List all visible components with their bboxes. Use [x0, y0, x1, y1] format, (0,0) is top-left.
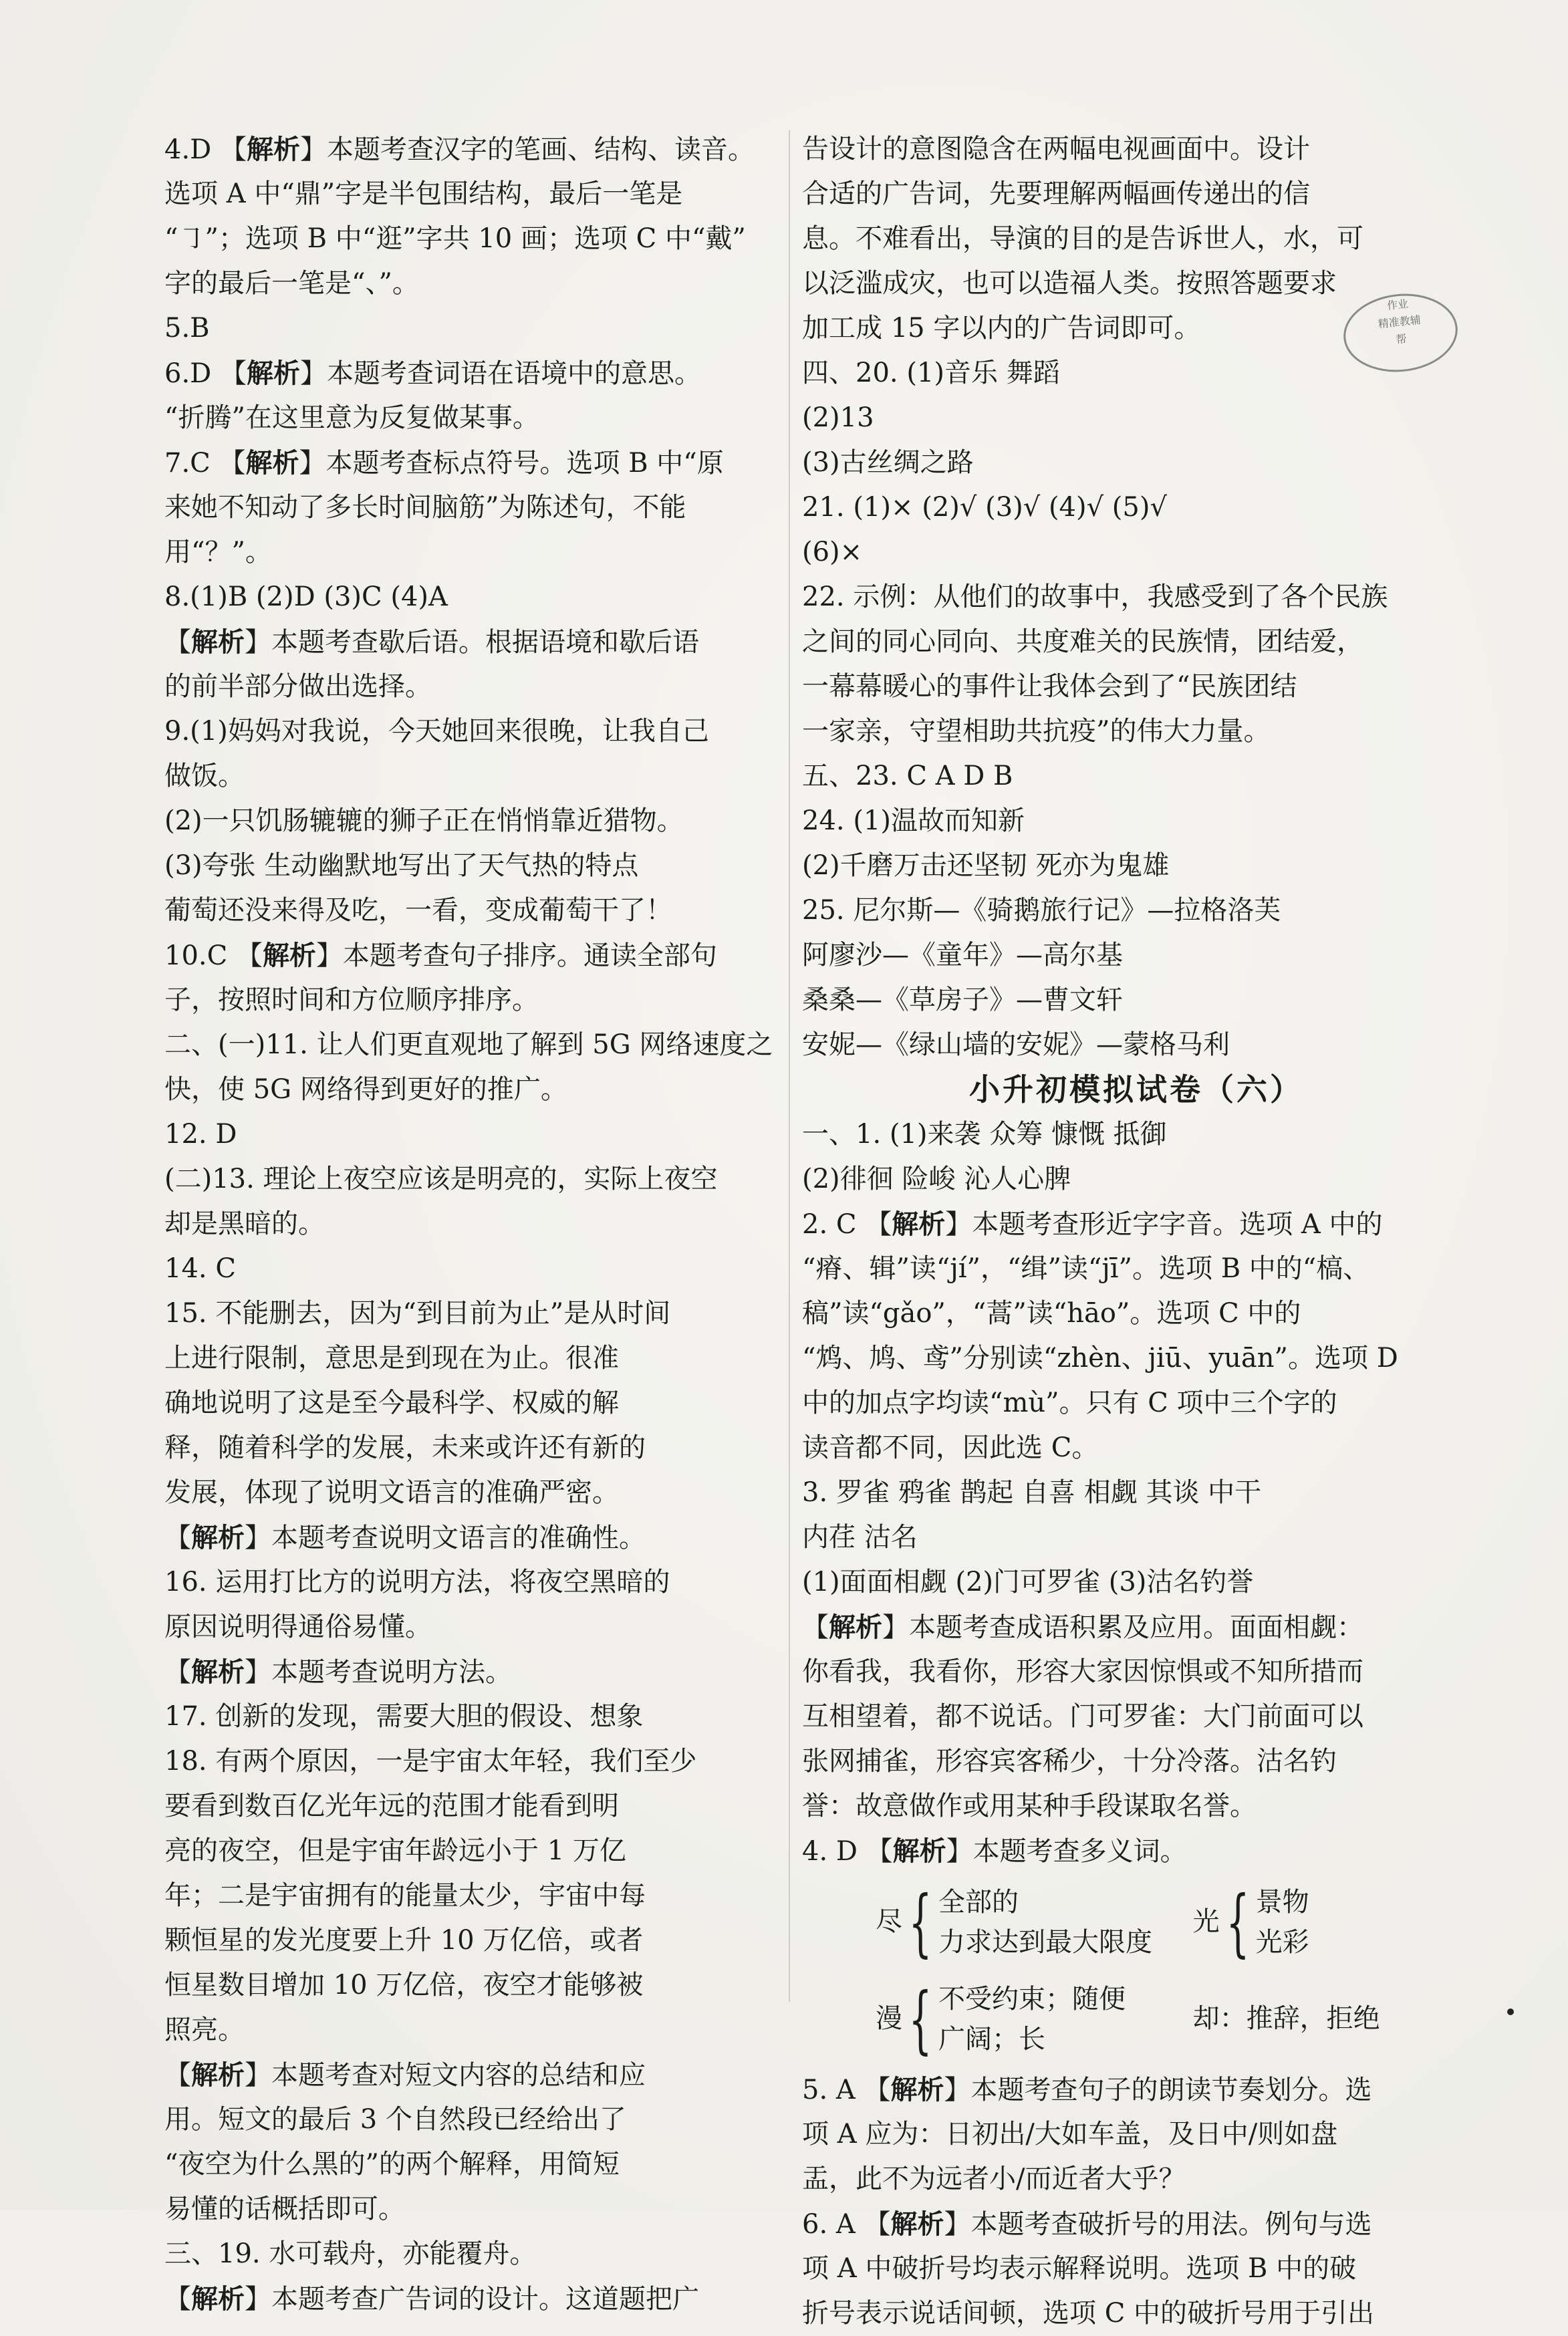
text-line: [164, 1560, 833, 1605]
line-text: 6.D 【: [164, 358, 247, 389]
line-text: 五、23. C A D B: [802, 761, 1013, 791]
analysis-label: 解析: [245, 447, 299, 479]
line-text: 三、19. 水可载舟，亦能覆舟。: [164, 2238, 537, 2269]
polysemy-char: 漫: [876, 2003, 902, 2034]
line-text: 21. (1)× (2)√ (3)√ (4)√ (5)√: [802, 492, 1167, 523]
line-text: 互相望着，都不说话。门可罗雀：大门前面可以: [802, 1701, 1363, 1732]
text-line: [164, 888, 833, 933]
meaning: 全部的: [938, 1886, 1019, 1918]
text-line: [802, 440, 1470, 485]
text-line: [802, 1560, 1470, 1605]
line-text: 读音都不同，因此选 C。: [802, 1432, 1099, 1463]
text-line: [802, 2202, 1470, 2246]
text-line: [164, 1963, 833, 2008]
text-line: [802, 888, 1470, 933]
line-text: “鸩、鸠、鸢”分别读“zhèn、jiū、yuān”。选项 D: [802, 1343, 1398, 1374]
line-text: 一家亲，守望相助共抗疫”的伟大力量。: [802, 716, 1271, 747]
brace-glyph: {: [908, 1976, 932, 2062]
line-text: 快，使 5G 网络得到更好的推广。: [164, 1074, 567, 1105]
polysemy-char: 尽: [876, 1906, 902, 1937]
line-text: 12. D: [164, 1119, 237, 1150]
text-line: [164, 620, 833, 664]
line-text: 【: [164, 1523, 191, 1553]
text-line: [802, 1784, 1470, 1829]
text-line: [164, 261, 833, 306]
line-text: 二、(一)11. 让人们更直观地了解到 5G 网络速度之: [164, 1029, 773, 1060]
line-text: 张网捕雀，形容宾客稀少，十分冷落。沽名钓: [802, 1746, 1337, 1777]
line-text: 合适的广告词，先要理解两幅画传递出的信: [802, 178, 1310, 209]
analysis-label: 解析: [829, 1611, 882, 1643]
polysemy-char: 光: [1192, 1906, 1220, 1937]
text-line: [164, 1784, 833, 1829]
line-text: 】本题考查说明文语言的准确性。: [245, 1523, 646, 1553]
meaning: 力求达到最大限度: [938, 1926, 1152, 1958]
line-text: 项 A 应为：日初出/大如车盖，及日中/则如盘: [802, 2119, 1338, 2150]
line-text: 】本题考查汉字的笔画、结构、读音。: [299, 134, 755, 165]
line-text: 安妮—《绿山墙的安妮》—蒙格马利: [802, 1029, 1230, 1060]
line-text: (2)13: [802, 402, 874, 433]
text-line: [164, 1829, 833, 1873]
text-line: [802, 933, 1470, 978]
text-line: [164, 1381, 833, 1426]
line-text: 22. 示例：从他们的故事中，我感受到了各个民族: [802, 581, 1388, 612]
line-text: “折腾”在这里意为反复做某事。: [164, 402, 539, 433]
line-text: 原因说明得通俗易懂。: [164, 1611, 432, 1642]
text-line: [164, 2142, 833, 2187]
text-line: [164, 440, 833, 485]
line-text: 以泛滥成灾，也可以造福人类。按照答题要求: [802, 268, 1337, 299]
right-column: [802, 127, 1470, 2336]
line-text: 中的加点字均读“mù”。只有 C 项中三个字的: [802, 1388, 1337, 1418]
analysis-label: 解析: [890, 2208, 944, 2240]
line-text: 【: [164, 2284, 191, 2315]
analysis-label: 解析: [191, 1656, 245, 1688]
line-text: 加工成 15 字以内的广告词即可。: [802, 313, 1201, 344]
text-line: [164, 1515, 833, 1560]
polysemy-row: [802, 1873, 1470, 1970]
meaning: 景物: [1255, 1886, 1309, 1918]
text-line: [164, 1873, 833, 1918]
line-text: 亮的夜空，但是宇宙年龄远小于 1 万亿: [164, 1835, 626, 1866]
meaning: 不受约束；随便: [938, 1983, 1126, 2015]
meaning: 却：推辞，拒绝: [1192, 2003, 1380, 2034]
line-text: 上进行限制，意思是到现在为止。很准: [164, 1343, 619, 1374]
text-line: [802, 1694, 1470, 1739]
line-text: 恒星数目增加 10 万亿倍，夜空才能够被: [164, 1970, 644, 2000]
analysis-label: 解析: [191, 2059, 245, 2091]
text-line: [802, 709, 1470, 754]
brace-glyph: {: [1226, 1879, 1250, 1965]
line-text: 你看我，我看你，形容大家因惊惧或不知所措而: [802, 1656, 1363, 1687]
text-line: [802, 1739, 1470, 1784]
polysemy-entry: [802, 1879, 1193, 1965]
line-text: 一、1. (1)来袭 众筹 慷慨 抵御: [802, 1119, 1167, 1150]
meaning: 光彩: [1255, 1926, 1309, 1958]
line-text: 25. 尼尔斯—《骑鹅旅行记》—拉格洛芙: [802, 895, 1281, 926]
line-text: 】本题考查多义词。: [946, 1836, 1187, 1867]
text-line: [164, 2097, 833, 2142]
line-text: 16. 运用打比方的说明方法，将夜空黑暗的: [164, 1567, 670, 1597]
text-line: [802, 1112, 1470, 1157]
text-line: [802, 664, 1470, 709]
text-line: [164, 664, 833, 709]
line-text: 却是黑暗的。: [164, 1208, 325, 1239]
line-text: 桑桑—《草房子》—曹文轩: [802, 985, 1123, 1015]
line-text: 】本题考查句子排序。通读全部句: [315, 940, 717, 971]
line-text: (2)千磨万击还坚韧 死亦为鬼雄: [802, 850, 1170, 881]
text-line: [164, 485, 833, 530]
meaning-stack: [938, 1882, 1152, 1962]
line-text: 24. (1)温故而知新: [802, 805, 1025, 836]
text-line: [802, 2067, 1470, 2112]
text-line: [802, 127, 1470, 172]
text-line: [802, 172, 1470, 217]
column-divider: [789, 130, 790, 2002]
text-line: [164, 2187, 833, 2232]
line-text: 17. 创新的发现，需要大胆的假设、想象: [164, 1701, 644, 1732]
text-line: [164, 217, 833, 261]
line-text: “瘠、辑”读“jí”，“缉”读“jī”。选项 B 中的“槁、: [802, 1253, 1370, 1284]
line-text: 阿廖沙—《童年》—高尔基: [802, 940, 1123, 970]
line-text: 要看到数百亿光年远的范围才能看到明: [164, 1791, 619, 1821]
text-line: [164, 2277, 833, 2321]
line-text: (1)面面相觑 (2)门可罗雀 (3)沽名钓誉: [802, 1567, 1254, 1597]
text-line: [802, 2112, 1470, 2157]
meaning: 广阔；长: [938, 2023, 1045, 2055]
line-text: 告设计的意图隐含在两幅电视画面中。设计: [802, 134, 1310, 164]
line-text: 】本题考查标点符号。选项 B 中“原: [299, 448, 724, 479]
text-line: [164, 1694, 833, 1739]
line-text: 】本题考查歇后语。根据语境和歇后语: [245, 627, 699, 658]
line-text: 一幕幕暖心的事件让我体会到了“民族团结: [802, 671, 1297, 702]
watermark-stamp: 作业 精准教辅 帮: [1339, 288, 1461, 377]
line-text: 9.(1)妈妈对我说，今天她回来很晚，让我自己: [164, 716, 709, 747]
line-text: 【: [802, 1612, 829, 1643]
text-line: [164, 1291, 833, 1336]
line-text: 誉：故意做作或用某种手段谋取名誉。: [802, 1791, 1257, 1821]
line-text: 】本题考查破折号的用法。例句与选: [944, 2209, 1372, 2240]
polysemy-row: [802, 1970, 1470, 2067]
line-text: 项 A 中破折号均表示解释说明。选项 B 中的破: [802, 2253, 1357, 2284]
text-line: [164, 1336, 833, 1381]
line-text: 】本题考查说明方法。: [245, 1657, 512, 1688]
text-line: [802, 754, 1470, 799]
text-line: [802, 843, 1470, 888]
text-line: [802, 620, 1470, 664]
text-line: [164, 1202, 833, 1247]
text-line: [802, 396, 1470, 440]
text-line: [802, 485, 1470, 530]
text-line: [164, 127, 833, 172]
line-text: 【: [164, 1657, 191, 1688]
line-text: (6)×: [802, 537, 863, 567]
line-text: 用“？”。: [164, 537, 272, 567]
line-text: 易懂的话概括即可。: [164, 2194, 405, 2224]
text-line: [802, 2291, 1470, 2336]
text-line: [802, 1470, 1470, 1515]
line-text: 7.C 【: [164, 448, 246, 479]
line-text: 四、20. (1)音乐 舞蹈: [802, 358, 1060, 388]
text-line: [802, 1605, 1470, 1650]
text-line: [164, 172, 833, 217]
text-line: [164, 2008, 833, 2053]
left-column: [164, 127, 833, 2321]
line-text: 】本题考查句子的朗读节奏划分。选: [944, 2075, 1372, 2105]
text-line: [164, 1112, 833, 1157]
text-line: [802, 2246, 1470, 2291]
line-text: 】本题考查广告词的设计。这道题把广: [245, 2284, 699, 2315]
line-text: 5. A 【: [802, 2075, 891, 2105]
text-line: [802, 2157, 1470, 2202]
text-line: [164, 396, 833, 440]
line-text: 4. D 【: [802, 1836, 893, 1867]
line-text: 4.D 【: [164, 134, 247, 165]
line-text: 颗恒星的发光度要上升 10 万亿倍，或者: [164, 1925, 644, 1956]
text-line: [164, 843, 833, 888]
text-line: [802, 1023, 1470, 1067]
line-text: 15. 不能删去，因为“到目前为止”是从时间: [164, 1298, 671, 1329]
line-text: 发展，体现了说明文语言的准确严密。: [164, 1477, 619, 1508]
text-line: [164, 709, 833, 754]
line-text: “夜空为什么黑的”的两个解释，用简短: [164, 2149, 620, 2180]
line-text: 选项 A 中“鼎”字是半包围结构，最后一笔是: [164, 178, 683, 209]
line-text: 之间的同心同向、共度难关的民族情，团结爱，: [802, 626, 1363, 657]
text-line: [164, 1605, 833, 1650]
text-line: [164, 978, 833, 1023]
line-text: 6. A 【: [802, 2209, 891, 2240]
text-line: [164, 530, 833, 575]
text-line: [164, 2053, 833, 2097]
line-text: 14. C: [164, 1253, 236, 1284]
meaning-stack: [1256, 1882, 1309, 1962]
line-text: 2. C 【: [802, 1209, 892, 1240]
text-line: [164, 799, 833, 843]
text-line: [164, 306, 833, 351]
line-text: 8.(1)B (2)D (3)C (4)A: [164, 581, 448, 612]
line-text: (2)一只饥肠辘辘的狮子正在悄悄靠近猎物。: [164, 805, 684, 836]
line-text: 照亮。: [164, 2015, 245, 2045]
line-text: 葡萄还没来得及吃，一看，变成葡萄干了！: [164, 895, 672, 926]
text-line: [164, 1739, 833, 1784]
line-text: 】本题考查成语积累及应用。面面相觑：: [882, 1612, 1363, 1643]
meaning-stack: [938, 1979, 1126, 2059]
line-text: 的前半部分做出选择。: [164, 671, 432, 702]
analysis-label: 解析: [262, 940, 316, 971]
text-line: [802, 1650, 1470, 1694]
line-text: 做饭。: [164, 761, 245, 791]
line-text: 内荏 沽名: [802, 1522, 918, 1553]
line-text: 年；二是宇宙拥有的能量太少，宇宙中每: [164, 1880, 646, 1911]
text-line: [802, 799, 1470, 843]
analysis-label: 解析: [191, 1522, 245, 1553]
line-text: 盂，此不为远者小/而近者大乎？: [802, 2164, 1186, 2194]
line-text: 释，随着科学的发展，未来或许还有新的: [164, 1432, 646, 1463]
text-line: [802, 1247, 1470, 1291]
line-text: (3)夸张 生动幽默地写出了天气热的特点: [164, 850, 639, 881]
analysis-label: 解析: [890, 2074, 944, 2105]
line-text: 18. 有两个原因，一是宇宙太年轻，我们至少: [164, 1746, 697, 1777]
text-line: [802, 978, 1470, 1023]
text-line: [164, 1247, 833, 1291]
line-text: 】本题考查词语在语境中的意思。: [299, 358, 701, 389]
text-line: [164, 1157, 833, 1202]
polysemy-entry: [802, 1976, 1193, 2062]
polysemy-entry: [1193, 1996, 1470, 2041]
line-text: 确地说明了这是至今最科学、权威的解: [164, 1388, 619, 1418]
text-line: [802, 217, 1470, 261]
analysis-label: 解析: [191, 626, 245, 658]
line-text: 【: [164, 2060, 191, 2091]
line-text: 字的最后一笔是“、”。: [164, 268, 419, 299]
text-line: [164, 575, 833, 620]
line-text: 息。不难看出，导演的目的是告诉世人，水，可: [802, 223, 1363, 254]
text-line: [164, 2232, 833, 2277]
line-text: 】本题考查形近字字音。选项 A 中的: [945, 1209, 1383, 1240]
text-line: [802, 1515, 1470, 1560]
line-text: “㇆”；选项 B 中“逛”字共 10 画；选项 C 中“戴”: [164, 223, 746, 254]
line-text: 来她不知动了多长时间脑筋”为陈述句，不能: [164, 492, 686, 523]
text-line: [802, 1381, 1470, 1426]
line-text: 用。短文的最后 3 个自然段已经给出了: [164, 2104, 626, 2135]
analysis-label: 解析: [246, 358, 300, 389]
line-text: 3. 罗雀 鸦雀 鹊起 自喜 相觑 其谈 中干: [802, 1477, 1262, 1508]
text-line: [164, 1470, 833, 1515]
line-text: 】本题考查对短文内容的总结和应: [245, 2060, 646, 2091]
analysis-label: 解析: [246, 134, 300, 165]
line-text: (2)徘徊 险峻 沁人心脾: [802, 1164, 1071, 1194]
text-line: [164, 1067, 833, 1112]
analysis-label: 解析: [892, 1208, 946, 1240]
brace-glyph: {: [908, 1879, 932, 1965]
line-text: (二)13. 理论上夜空应该是明亮的，实际上夜空: [164, 1164, 718, 1194]
line-text: 折号表示说话间顿，选项 C 中的破折号用于引出: [802, 2298, 1375, 2329]
text-line: [802, 530, 1470, 575]
line-text: 5.B: [164, 313, 210, 344]
line-text: 子，按照时间和方位顺序排序。: [164, 985, 539, 1015]
text-line: [164, 351, 833, 396]
text-line: [164, 1650, 833, 1694]
text-line: [802, 1202, 1470, 1247]
text-line: [164, 1023, 833, 1067]
text-line: [802, 1829, 1470, 1873]
text-line: [802, 1291, 1470, 1336]
section-heading: 小升初模拟试卷（六）: [969, 1071, 1303, 1108]
analysis-label: 解析: [892, 1835, 946, 1867]
page-dot: [1507, 2008, 1514, 2015]
text-line: [802, 1426, 1470, 1470]
text-line: [164, 754, 833, 799]
text-line: [802, 575, 1470, 620]
text-line: [164, 1918, 833, 1963]
text-line: [164, 933, 833, 978]
analysis-label: 解析: [191, 2283, 245, 2315]
text-line: [164, 1426, 833, 1470]
text-line: [802, 1157, 1470, 1202]
line-text: 【: [164, 627, 191, 658]
line-text: (3)古丝绸之路: [802, 447, 974, 478]
text-line: [802, 1336, 1470, 1381]
line-text: 10.C 【: [164, 940, 263, 971]
polysemy-entry: [1192, 1879, 1470, 1965]
line-text: 稿”读“gǎo”，“蒿”读“hāo”。选项 C 中的: [802, 1298, 1301, 1329]
